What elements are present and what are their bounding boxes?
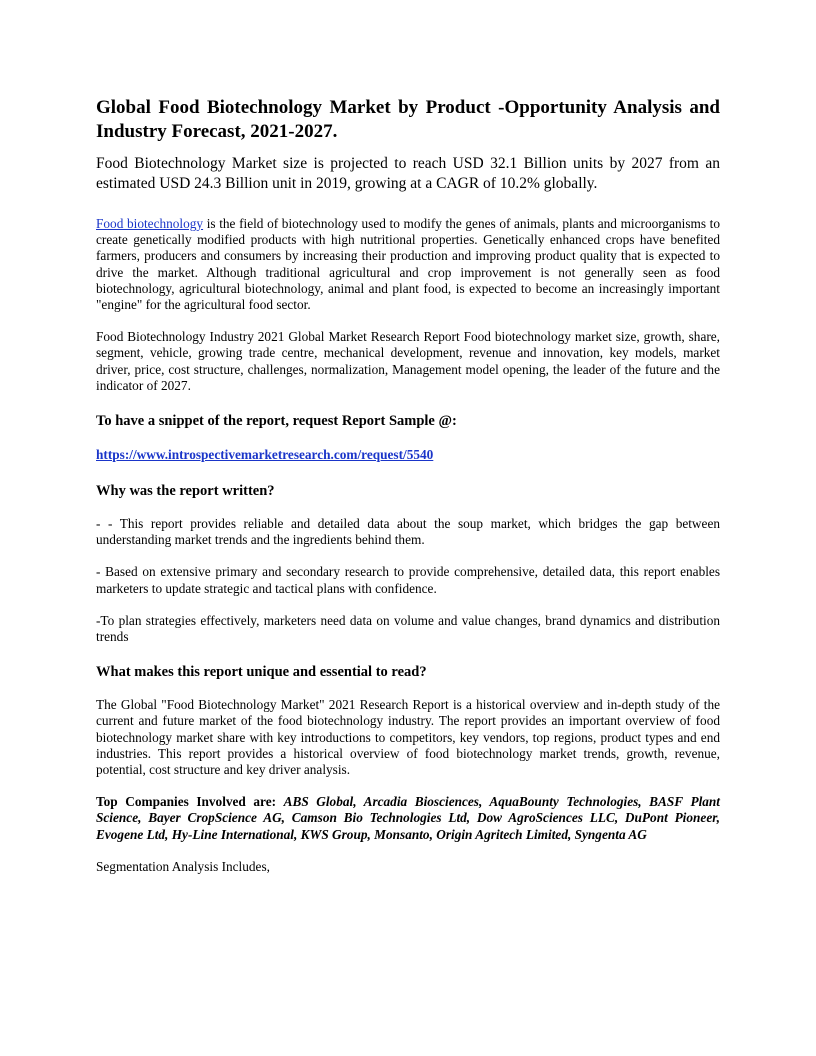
industry-paragraph: Food Biotechnology Industry 2021 Global Market Research Report Food biotechnology market size, growth, share, segment, vehicle, growing trade centre, mechanical development, revenue and innovation, key models, market driver, price, cost structure, challenges, normalization, Management model opening, the leader of the future and the indicator of 2027. [96,329,720,393]
request-sample-link[interactable]: https://www.introspectivemarketresearch.com/request/5540 [96,447,434,463]
segmentation-line: Segmentation Analysis Includes, [96,858,270,874]
food-biotechnology-link[interactable]: Food biotechnology [96,216,204,231]
page-title: Global Food Biotechnology Market by Product -Opportunity Analysis and Industry Forecast, 2021-2027. [96,97,720,142]
intro-paragraph [96,216,720,313]
companies-paragraph [96,794,720,843]
why-point: - - This report provides reliable and detailed data about the soup market, which bridges the gap between understanding market trends and the ingredients behind them. [96,516,720,548]
companies-list: ABS Global, Arcadia Biosciences, AquaBounty Technologies, BASF Plant Science, Bayer CropScience AG, Camson Bio Technologies Ltd, Dow AgroSciences LLC, DuPont Pioneer, Evogene Ltd, Hy-Line International, KWS Group, Monsanto, Origin Agritech Limited, Syngenta AG [96,794,721,842]
why-heading: Why was the report written? [96,483,275,500]
sample-heading: To have a snippet of the report, request Report Sample @: [96,413,457,430]
companies-label: Top Companies Involved are: [96,794,284,810]
sample-url-line [96,446,720,464]
why-point: -To plan strategies effectively, marketers need data on volume and value changes, brand dynamics and distribution trends [96,612,720,645]
unique-heading: What makes this report unique and essential to read? [96,664,427,681]
unique-paragraph: The Global "Food Biotechnology Market" 2021 Research Report is a historical overview and in-depth study of the current and future market of the food biotechnology industry. The report provides an important overview of food biotechnology market share with key introductions to competitors, key vendors, top regions, product types and end industries. This report provides a historical overview of food biotechnology market trends, growth, revenue, potential, cost structure and key driver analysis. [96,697,720,778]
why-point: - Based on extensive primary and secondary research to provide comprehensive, detailed data, this report enables marketers to update strategic and tactical plans with confidence. [96,564,720,596]
lead-paragraph: Food Biotechnology Market size is projected to reach USD 32.1 Billion units by 2027 from an estimated USD 24.3 Billion unit in 2019, growing at a CAGR of 10.2% globally. [96,155,720,192]
intro-paragraph-text: is the field of biotechnology used to modify the genes of animals, plants and microorganisms to create genetically modified products with high nutritional properties. Genetically enhanced crops have benefited farmers, producers and consumers by increasing their production and improving product quality that is expected to drive the market. Although traditional agricultural and crop improvement is not generally seen as food biotechnology, agricultural biotechnology, animal and plant food, is expected to become an increasingly important "engine" for the agricultural food sector. [96,216,720,313]
